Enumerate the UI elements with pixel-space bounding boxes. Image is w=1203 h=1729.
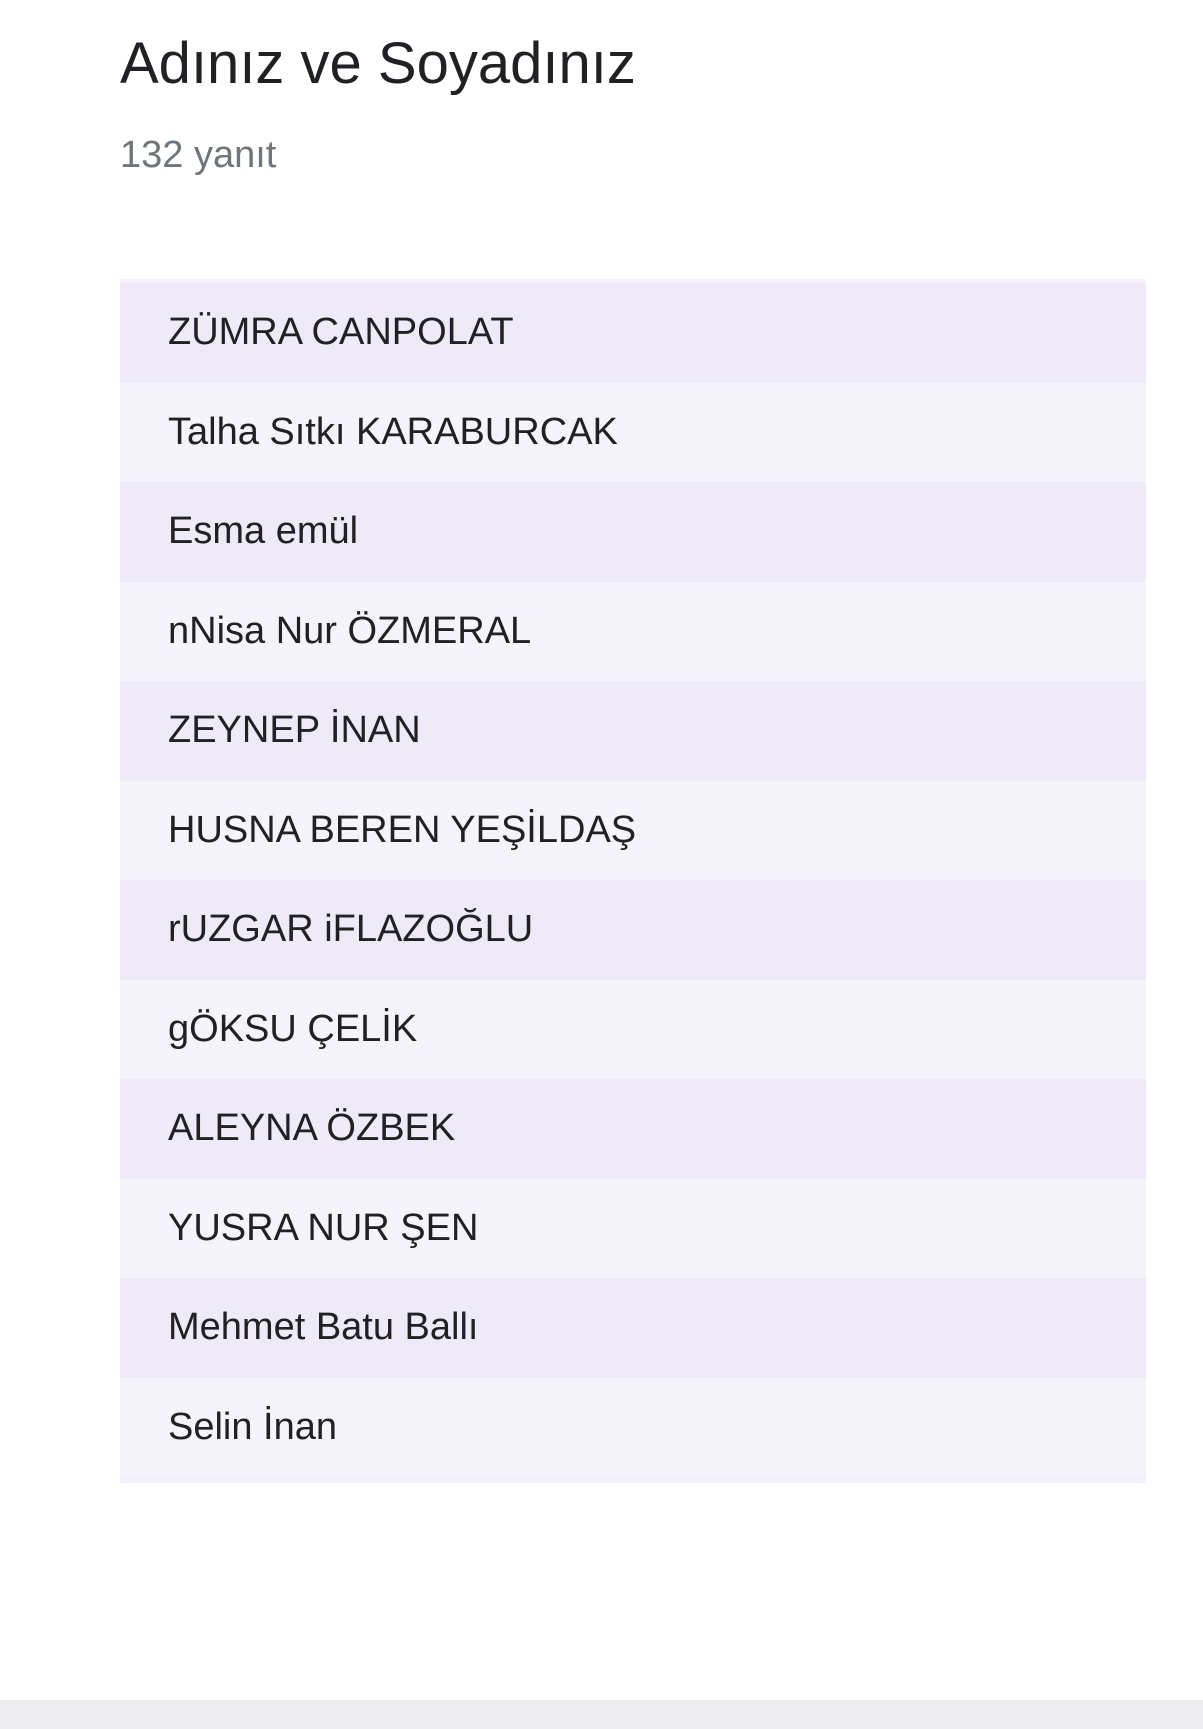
answer-row: nNisa Nur ÖZMERAL bbox=[120, 582, 1146, 682]
response-count: 132 yanıt bbox=[120, 134, 277, 176]
page-background-band bbox=[0, 1700, 1203, 1729]
answer-row: HUSNA BEREN YEŞİLDAŞ bbox=[120, 781, 1146, 881]
answer-row: Talha Sıtkı KARABURCAK bbox=[120, 383, 1146, 483]
answer-row: Mehmet Batu Ballı bbox=[120, 1278, 1146, 1378]
answer-row: YUSRA NUR ŞEN bbox=[120, 1179, 1146, 1279]
answer-row: gÖKSU ÇELİK bbox=[120, 980, 1146, 1080]
question-title: Adınız ve Soyadınız bbox=[120, 31, 636, 96]
answer-row: rUZGAR iFLAZOĞLU bbox=[120, 880, 1146, 980]
answer-row: ALEYNA ÖZBEK bbox=[120, 1079, 1146, 1179]
answer-list[interactable] bbox=[120, 279, 1146, 1483]
answer-row: Esma emül bbox=[120, 482, 1146, 582]
answer-row: ZÜMRA CANPOLAT bbox=[120, 283, 1146, 383]
answer-row: Selin İnan bbox=[120, 1378, 1146, 1478]
answer-row: ZEYNEP İNAN bbox=[120, 681, 1146, 781]
